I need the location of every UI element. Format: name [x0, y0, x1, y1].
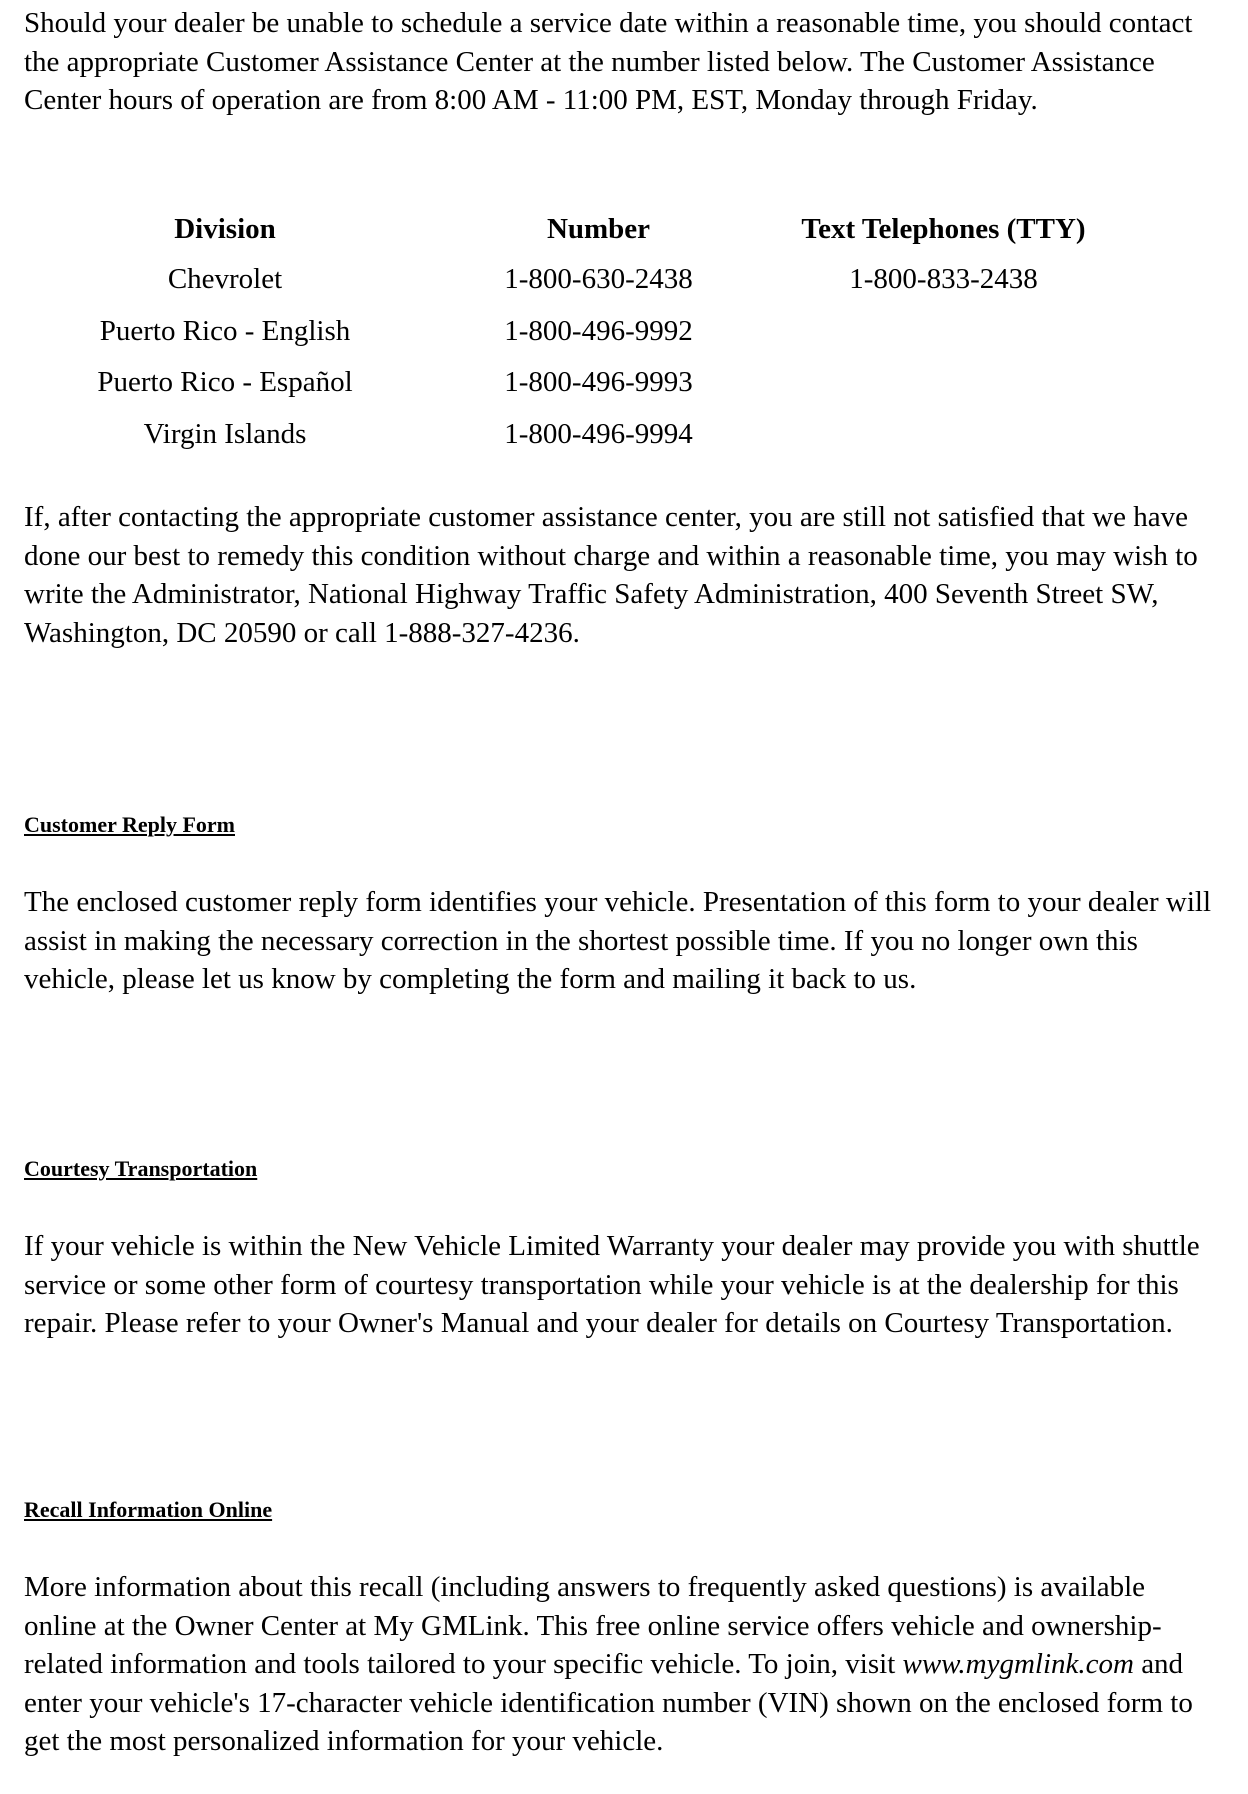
header-division: Division: [174, 212, 276, 245]
header-tty: Text Telephones (TTY): [801, 212, 1086, 245]
customer-reply-paragraph: The enclosed customer reply form identifies your vehicle. Presentation of this form to your dealer will assist in making the necessary correction in the shortest possible time. If you no longer own this vehicle, please let us know by completing the form and mailing it back to us.: [24, 886, 1212, 995]
recall-online-heading: Recall Information Online: [24, 1497, 273, 1522]
recall-online-text-after: and enter your vehicle's 17-character vehicle identification number (VIN) shown on the enclosed form to get the most personalized information for your vehicle.: [24, 1648, 1193, 1757]
cell-number: 1-800-496-9994: [504, 417, 693, 450]
cell-tty: [771, 357, 1116, 409]
cell-division: Puerto Rico - Español: [97, 366, 353, 399]
table-header-row: [24, 204, 1116, 254]
intro-paragraph: Should your dealer be unable to schedule a service date within a reasonable time, you should contact the appropriate Customer Assistance Center at the number listed below. The Customer Assistance Center hours of operation are from 8:00 AM - 11:00 PM, EST, Monday through Friday.: [24, 7, 1193, 116]
mygmlink-url-link[interactable]: www.mygmlink.com: [902, 1648, 1134, 1680]
courtesy-transportation-heading: Courtesy Transportation: [24, 1156, 258, 1181]
nhtsa-paragraph: If, after contacting the appropriate customer assistance center, you are still not satisfied that we have done our best to remedy this condition without charge and within a reasonable time, you may wish to write the Administrator, National Highway Traffic Safety Administration, 400 Seventh Street SW, Washington, DC 20590 or call 1-888-327-4236.: [24, 501, 1198, 649]
cell-number: 1-800-496-9992: [504, 314, 693, 347]
table-row: [24, 357, 1116, 409]
cell-tty: [771, 306, 1116, 358]
customer-assistance-table: [24, 204, 1116, 460]
cell-tty: 1-800-833-2438: [849, 263, 1038, 296]
customer-reply-heading: Customer Reply Form: [24, 812, 235, 837]
cell-tty: [771, 409, 1116, 461]
table-row: [24, 306, 1116, 358]
cell-number: 1-800-630-2438: [504, 263, 693, 296]
table-row: [24, 254, 1116, 306]
recall-online-text-before: More information about this recall (including answers to frequently asked questions) is available online at the Owner Center at My GMLink. This free online service offers vehicle and ownership-related information and tools tailored to your specific vehicle. To join, visit: [24, 1571, 1162, 1680]
courtesy-transportation-paragraph: If your vehicle is within the New Vehicle Limited Warranty your dealer may provide you with shuttle service or some other form of courtesy transportation while your vehicle is at the dealership for this repair. Please refer to your Owner's Manual and your dealer for details on Courtesy Transportation.: [24, 1230, 1200, 1339]
recall-online-paragraph: [24, 1568, 1224, 1761]
cell-division: Virgin Islands: [143, 417, 307, 450]
cell-division: Puerto Rico - English: [99, 314, 351, 347]
cell-division: Chevrolet: [167, 263, 283, 296]
header-number: Number: [546, 212, 651, 245]
cell-number: 1-800-496-9993: [504, 366, 693, 399]
table-row: [24, 409, 1116, 461]
